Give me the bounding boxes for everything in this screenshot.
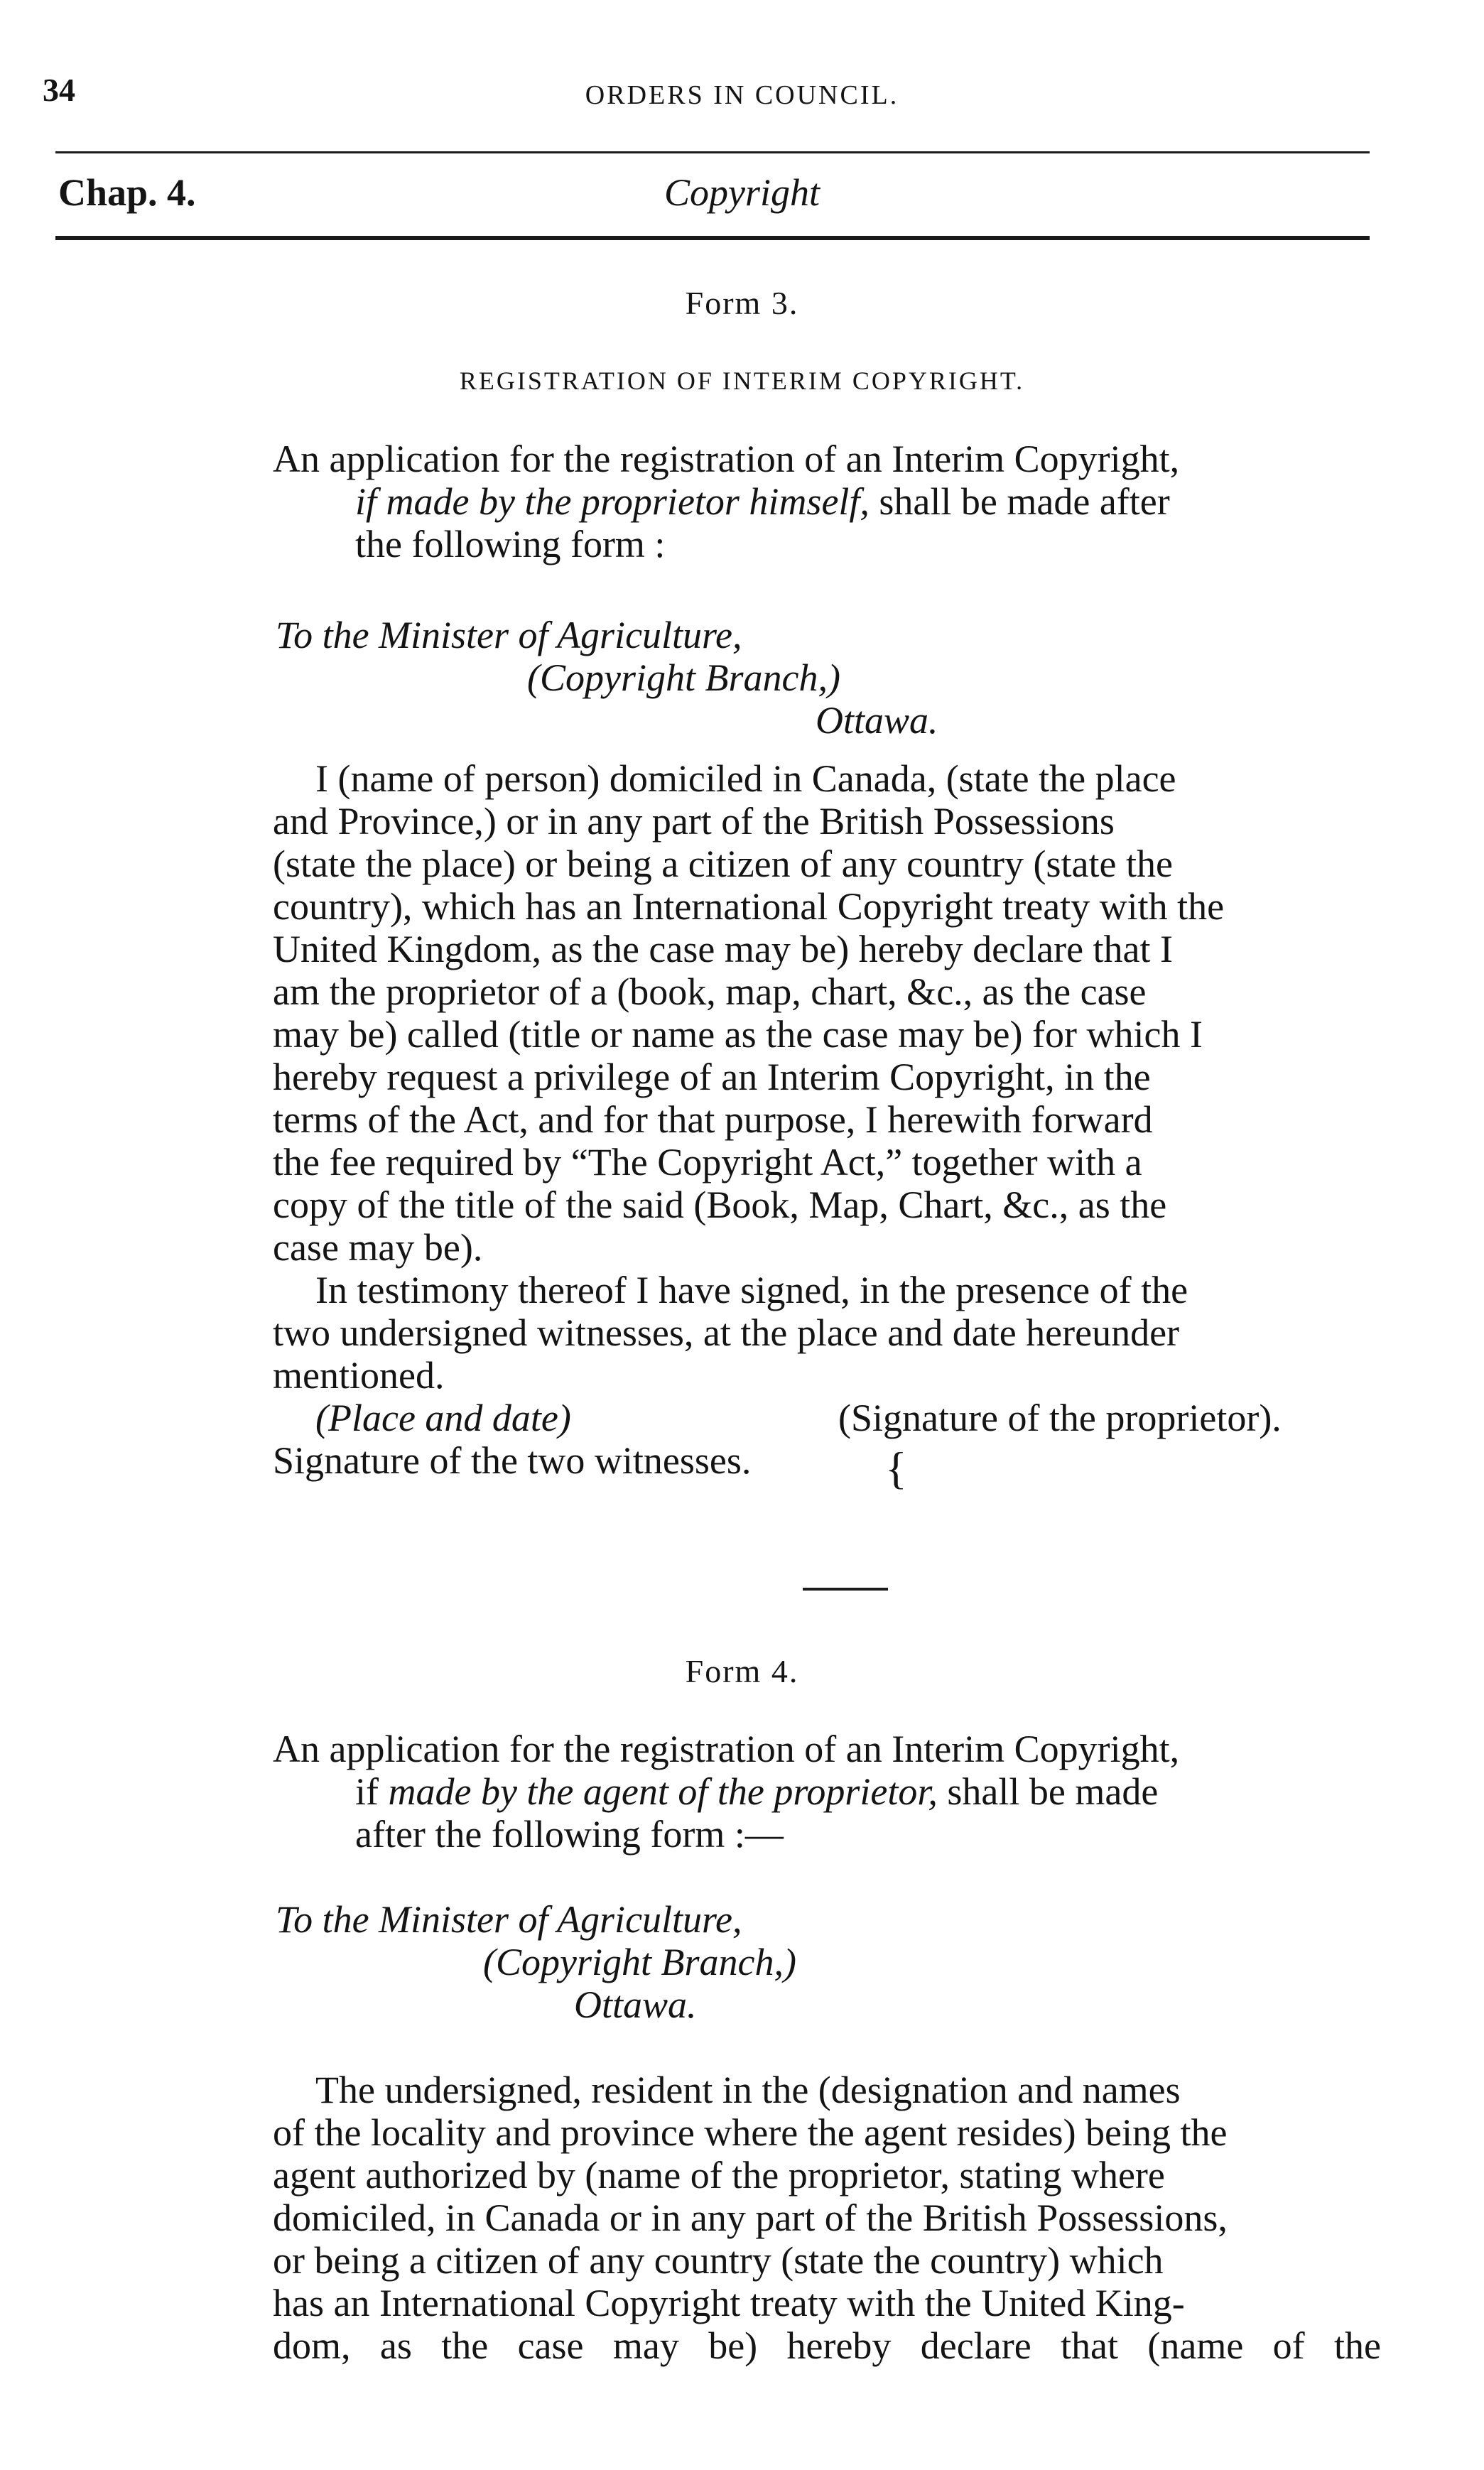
form3-place-date: (Place and date) [315,1397,571,1439]
form3-address-line2: (Copyright Branch,) [527,656,840,699]
form3-witnesses: Signature of the two witnesses. [273,1439,752,1482]
form3-address-line1: To the Minister of Agriculture, [276,614,742,656]
form4-intro-line3: after the following form :— [355,1813,784,1856]
header-rule-bottom [55,236,1370,240]
form4-intro-if: if [355,1770,389,1813]
form4-intro-rest: shall be made [937,1770,1159,1813]
form4-address-line2: (Copyright Branch,) [483,1941,796,1983]
form3-body-line: am the proprietor of a (book, map, chart, &c., as the case [273,970,1147,1013]
form3-body-line: terms of the Act, and for that purpose, I herewith forward [273,1098,1153,1141]
form4-intro-line2 [355,1770,1158,1813]
form3-intro-line3: the following form : [355,523,666,565]
form3-body-line: United Kingdom, as the case may be) hereby declare that I [273,928,1173,970]
form4-intro-italic: made by the agent of the proprietor, [388,1770,938,1813]
form3-witness-bracket: { [885,1443,907,1493]
form3-testimony-line: mentioned. [273,1354,445,1397]
form4-body-line: domiciled, in Canada or in any part of the British Possessions, [273,2197,1228,2239]
form4-body [273,2069,1381,2367]
form3-body-line: the fee required by “The Copyright Act,” together with a [273,1141,1142,1183]
form3-intro-italic: if made by the proprietor himself, [355,480,870,523]
section-title: Copyright [664,171,820,214]
header-rule-top [55,151,1370,153]
form4-body-line: of the locality and province where the agent resides) being the [273,2111,1228,2154]
form3-intro-line2 [355,480,1170,523]
form4-intro-line1: An application for the registration of an Interim Copyright, [273,1728,1180,1770]
form4-address-line3: Ottawa. [574,1983,697,2026]
form3-body-line: country), which has an International Copyright treaty with the [273,885,1225,928]
form3-signature-proprietor: (Signature of the proprietor). [838,1397,1282,1439]
chapter-label: Chap. 4. [58,171,196,214]
form3-testimony-line: two undersigned witnesses, at the place and date hereunder [273,1311,1180,1354]
form3-intro-rest: shall be made after [869,480,1170,523]
form4-body-line: has an International Copyright treaty with the United King- [273,2282,1185,2324]
section-divider [803,1588,888,1591]
form3-subtitle: REGISTRATION OF INTERIM COPYRIGHT. [459,367,1025,395]
form4-body-line: agent authorized by (name of the proprietor, stating where [273,2154,1165,2197]
form3-body-line: (state the place) or being a citizen of any country (state the [273,843,1173,885]
page-number: 34 [43,72,75,108]
form4-body-line: or being a citizen of any country (state the country) which [273,2239,1164,2282]
running-title: ORDERS IN COUNCIL. [585,80,899,110]
form3-title: Form 3. [685,285,799,321]
form3-body-line: and Province,) or in any part of the British Possessions [273,800,1115,843]
form3-body-line: hereby request a privilege of an Interim Copyright, in the [273,1056,1151,1098]
form3-testimony-line: In testimony thereof I have signed, in the presence of the [315,1269,1188,1311]
form3-body-line: copy of the title of the said (Book, Map, Chart, &c., as the [273,1183,1167,1226]
form3-intro-line1: An application for the registration of an Interim Copyright, [273,438,1180,480]
form3-body-line: I (name of person) domiciled in Canada, (state the place [315,757,1176,800]
form4-address-line1: To the Minister of Agriculture, [276,1898,742,1941]
form3-body [273,757,1381,1397]
form4-body-line: dom, as the case may be) hereby declare that (name of the [273,2324,1381,2367]
form3-body-line: may be) called (title or name as the case may be) for which I [273,1013,1203,1056]
form3-address-line3: Ottawa. [816,699,938,742]
form3-body-line: case may be). [273,1226,483,1269]
form4-title: Form 4. [685,1653,799,1689]
form4-body-line: The undersigned, resident in the (designation and names [315,2069,1181,2111]
